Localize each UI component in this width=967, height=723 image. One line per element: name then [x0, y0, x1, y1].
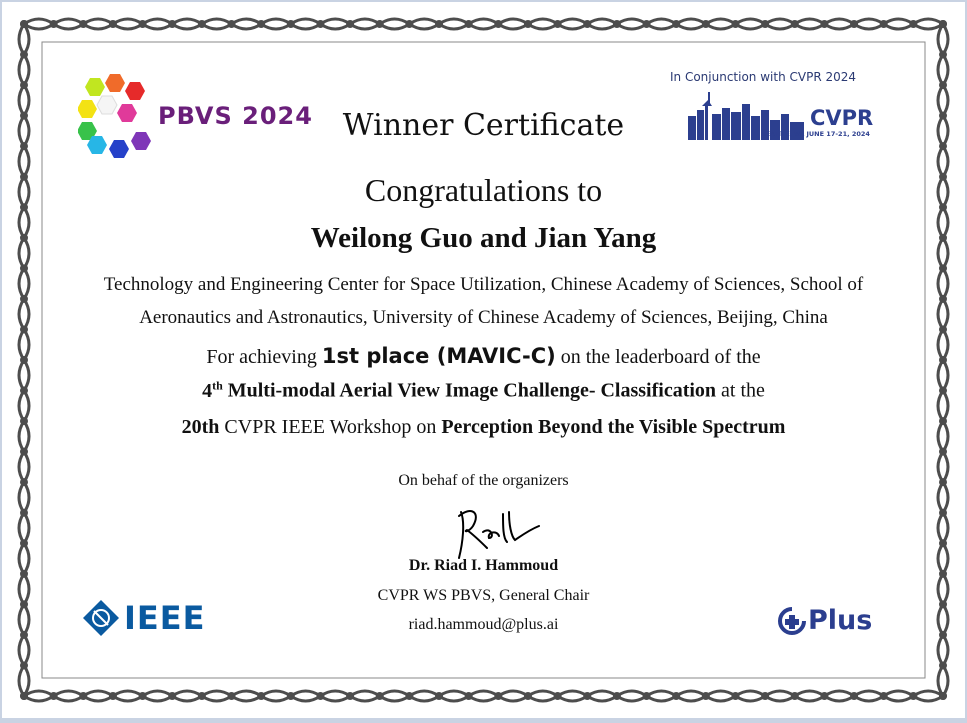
ieee-logo — [82, 599, 205, 637]
workshop-line — [2, 416, 965, 439]
affiliation-line-2: Aeronautics and Astronautics, University of Chinese Academy of Sciences, Beijing, China — [139, 307, 828, 328]
border-knot — [941, 144, 946, 149]
border-knot — [437, 22, 442, 27]
congratulations-line: Congratulations to — [364, 172, 603, 208]
border-knot — [911, 22, 916, 27]
signer-email: riad.hammoud@plus.ai — [408, 616, 559, 633]
border-knot — [199, 694, 204, 699]
border-knot — [110, 694, 115, 699]
border-knot — [555, 22, 560, 27]
border-knot — [466, 22, 471, 27]
certificate-page — [2, 2, 965, 718]
border-knot — [555, 694, 560, 699]
border-knot — [733, 22, 738, 27]
border-knot — [525, 22, 530, 27]
border-knot — [170, 694, 175, 699]
border-knot — [140, 694, 145, 699]
border-knot — [941, 83, 946, 88]
achievement-line — [2, 344, 965, 369]
border-knot — [852, 22, 857, 27]
ieee-diamond-icon — [82, 599, 120, 637]
border-knot — [614, 22, 619, 27]
border-knot — [318, 694, 323, 699]
border-knot — [585, 694, 590, 699]
border-knot — [81, 22, 86, 27]
border-knot — [22, 83, 27, 88]
border-knot — [22, 144, 27, 149]
cvpr-logo-text: CVPR — [810, 106, 874, 130]
border-knot — [644, 694, 649, 699]
plus-logo — [778, 605, 872, 636]
border-knot — [259, 694, 264, 699]
challenge-line — [2, 378, 965, 403]
border-knot — [437, 694, 442, 699]
handwritten-signature — [447, 502, 547, 562]
place-text: 1st place (MAVIC-C) — [321, 344, 556, 368]
border-knot — [941, 449, 946, 454]
border-knot — [911, 694, 916, 699]
border-knot — [22, 449, 27, 454]
border-knot — [110, 22, 115, 27]
border-knot — [140, 22, 145, 27]
border-knot — [170, 22, 175, 27]
border-knot — [644, 22, 649, 27]
border-knot — [348, 22, 353, 27]
recipient-names: Weilong Guo and Jian Yang — [310, 222, 657, 254]
workshop-edition: 20th — [181, 416, 220, 438]
border-knot — [51, 694, 56, 699]
border-knot — [22, 694, 27, 699]
challenge-suffix: at the — [716, 379, 765, 402]
border-knot — [22, 541, 27, 546]
border-knot — [288, 694, 293, 699]
affiliation-line-1: Technology and Engineering Center for Space Utilization, Chinese Academy of Sciences, School of — [103, 274, 864, 295]
border-knot — [941, 510, 946, 515]
border-knot — [763, 22, 768, 27]
cvpr-location: SEATTLE, WA — [762, 130, 805, 138]
border-knot — [941, 541, 946, 546]
border-knot — [881, 694, 886, 699]
border-knot — [348, 694, 353, 699]
border-knot — [407, 694, 412, 699]
pbvs-logo-text: PBVS 2024 — [158, 102, 313, 130]
border-knot — [763, 694, 768, 699]
border-knot — [229, 22, 234, 27]
border-knot — [941, 694, 946, 699]
border-knot — [199, 22, 204, 27]
border-knot — [674, 694, 679, 699]
border-knot — [288, 22, 293, 27]
border-knot — [792, 694, 797, 699]
challenge-edition — [202, 380, 223, 402]
border-knot — [525, 694, 530, 699]
plus-mark-icon — [778, 607, 806, 635]
signer-role: CVPR WS PBVS, General Chair — [377, 587, 590, 604]
border-knot — [259, 22, 264, 27]
border-knot — [852, 694, 857, 699]
border-knot — [51, 22, 56, 27]
border-knot — [22, 22, 27, 27]
border-knot — [81, 694, 86, 699]
border-knot — [614, 694, 619, 699]
signer-name: Dr. Riad I. Hammoud — [408, 557, 559, 574]
challenge-edition-number: 4 — [202, 379, 213, 402]
border-knot — [496, 22, 501, 27]
conjunction-text: In Conjunction with CVPR 2024 — [670, 70, 857, 84]
border-knot — [703, 22, 708, 27]
cvpr-dates: JUNE 17-21, 2024 — [806, 130, 870, 138]
border-knot — [229, 694, 234, 699]
achievement-prefix: For achieving — [206, 346, 322, 368]
border-knot — [22, 663, 27, 668]
border-knot — [674, 22, 679, 27]
border-knot — [822, 22, 827, 27]
achievement-suffix: on the leaderboard of the — [555, 346, 761, 368]
border-knot — [733, 694, 738, 699]
border-knot — [585, 22, 590, 27]
on-behalf-line: On behaf of the organizers — [398, 472, 569, 489]
certificate-title: Winner Certificate — [342, 108, 625, 143]
border-knot — [496, 694, 501, 699]
plus-logo-text: Plus — [808, 605, 873, 636]
border-knot — [792, 22, 797, 27]
border-knot — [941, 22, 946, 27]
challenge-name: Multi-modal Aerial View Image Challenge- Classification — [222, 379, 717, 402]
border-knot — [22, 52, 27, 57]
affiliation — [2, 268, 965, 334]
border-knot — [22, 510, 27, 515]
border-knot — [407, 22, 412, 27]
border-knot — [703, 694, 708, 699]
challenge-edition-sup: th — [212, 378, 223, 392]
border-knot — [822, 694, 827, 699]
border-knot — [941, 52, 946, 57]
workshop-name: Perception Beyond the Visible Spectrum — [441, 416, 786, 438]
border-knot — [377, 694, 382, 699]
border-knot — [377, 22, 382, 27]
border-knot — [318, 22, 323, 27]
workshop-text: CVPR IEEE Workshop on — [219, 416, 442, 438]
ieee-logo-text: IEEE — [124, 599, 206, 637]
border-knot — [881, 22, 886, 27]
border-knot — [466, 694, 471, 699]
border-knot — [941, 663, 946, 668]
